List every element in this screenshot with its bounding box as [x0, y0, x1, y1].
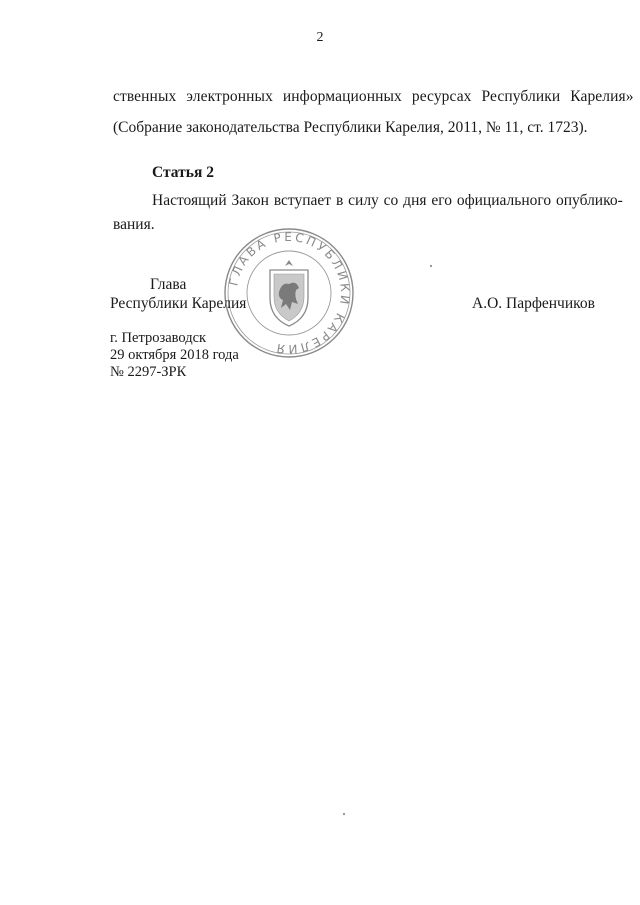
- signature-title-line-1: Глава: [150, 276, 187, 293]
- article-text-line-2: вания.: [113, 216, 155, 233]
- scan-speck: [430, 265, 432, 267]
- footer-number: № 2297-ЗРК: [110, 364, 187, 380]
- body-line-1: ственных электронных информационных ресурсах Республики Карелия»: [113, 88, 634, 105]
- coat-of-arms-icon: [270, 260, 308, 326]
- footer-city: г. Петрозаводск: [110, 330, 207, 346]
- official-seal: [222, 226, 356, 360]
- svg-text:ГЛАВА РЕСПУБЛИКИ КАРЕЛИЯ: ГЛАВА РЕСПУБЛИКИ КАРЕЛИЯ: [226, 229, 353, 357]
- signature-title-line-2: Республики Карелия: [110, 295, 247, 312]
- footer-date: 29 октября 2018 года: [110, 347, 239, 363]
- page-number: 2: [316, 30, 324, 45]
- signatory-name: А.О. Парфенчиков: [472, 295, 595, 312]
- article-text-line-1: Настоящий Закон вступает в силу со дня его официального опублико-: [152, 192, 623, 209]
- body-line-2: (Собрание законодательства Республики Карелия, 2011, № 11, ст. 1723).: [113, 119, 588, 136]
- scan-speck: [343, 813, 345, 815]
- article-heading: Статья 2: [152, 164, 214, 181]
